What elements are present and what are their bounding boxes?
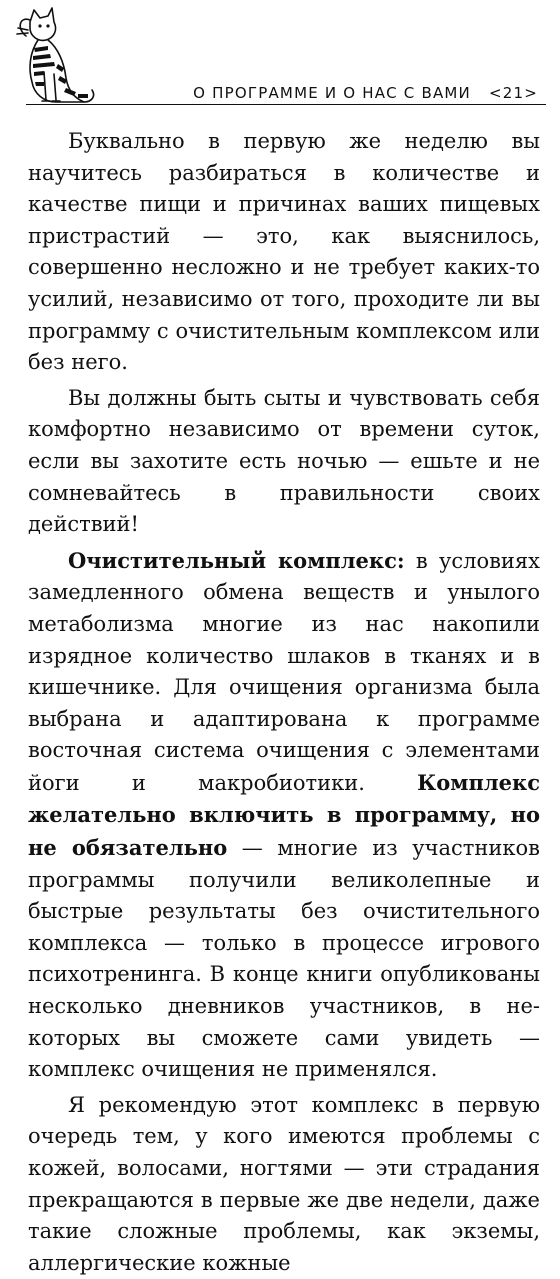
paragraph-1: Буквально в первую же неделю вы научитесь разбираться в количестве и качестве пищи и причинах ваших пищевых пристрастий — это, как выяснилось, совершенно несложно и не требует каких-то усилий, независимо от того, проходите ли вы программу с очистительным комплексом или без него. <box>28 129 540 375</box>
bold-lead: Очистительный комплекс: <box>68 547 405 573</box>
paragraph-4: Я рекомендую этот комплекс в первую очередь тем, у кого имеются проблемы с кожей, волосами, ногтями — эти страдания прекращаются в первые же две недели, даже такие сложные проблемы, как экземы, аллергические кожные <box>28 1092 540 1275</box>
running-header <box>193 84 538 102</box>
body-text <box>28 126 540 1279</box>
running-title: О ПРОГРАММЕ И О НАС С ВАМИ <box>193 84 471 102</box>
page-header <box>0 0 560 112</box>
paragraph-3 <box>28 545 540 1086</box>
paragraph-3-text-1: в условиях замедленного обмена веществ и унылого метаболизма многие из нас накопили изрядное количество шлаков в тканях и в кишечнике. Для очищения организма была выбрана и адаптирована к программе восточная система очищения с элементами йоги и макробиотики. <box>28 548 541 795</box>
paragraph-2: Вы должны быть сыты и чувствовать себя комфортно независимо от времени суток, если вы захотите есть ночью — ешьте и не сомневайтесь в правильности своих действий! <box>28 385 540 537</box>
header-rule <box>26 104 546 105</box>
cat-illustration <box>4 2 114 108</box>
bold-emphasis: Комплекс желательно включить в программу, но не обязательно <box>28 769 540 861</box>
page-number: <21> <box>488 84 538 102</box>
paragraph-3-text-2: — многие из участников программы получили великолепные и быстрые результаты без очистительного комплекса — только в процессе игрового психотренинга. В конце книги опубликованы несколько дневников участников, в некоторых вы сможете сами увидеть — комплекс очищения не применялся. <box>28 836 541 1082</box>
